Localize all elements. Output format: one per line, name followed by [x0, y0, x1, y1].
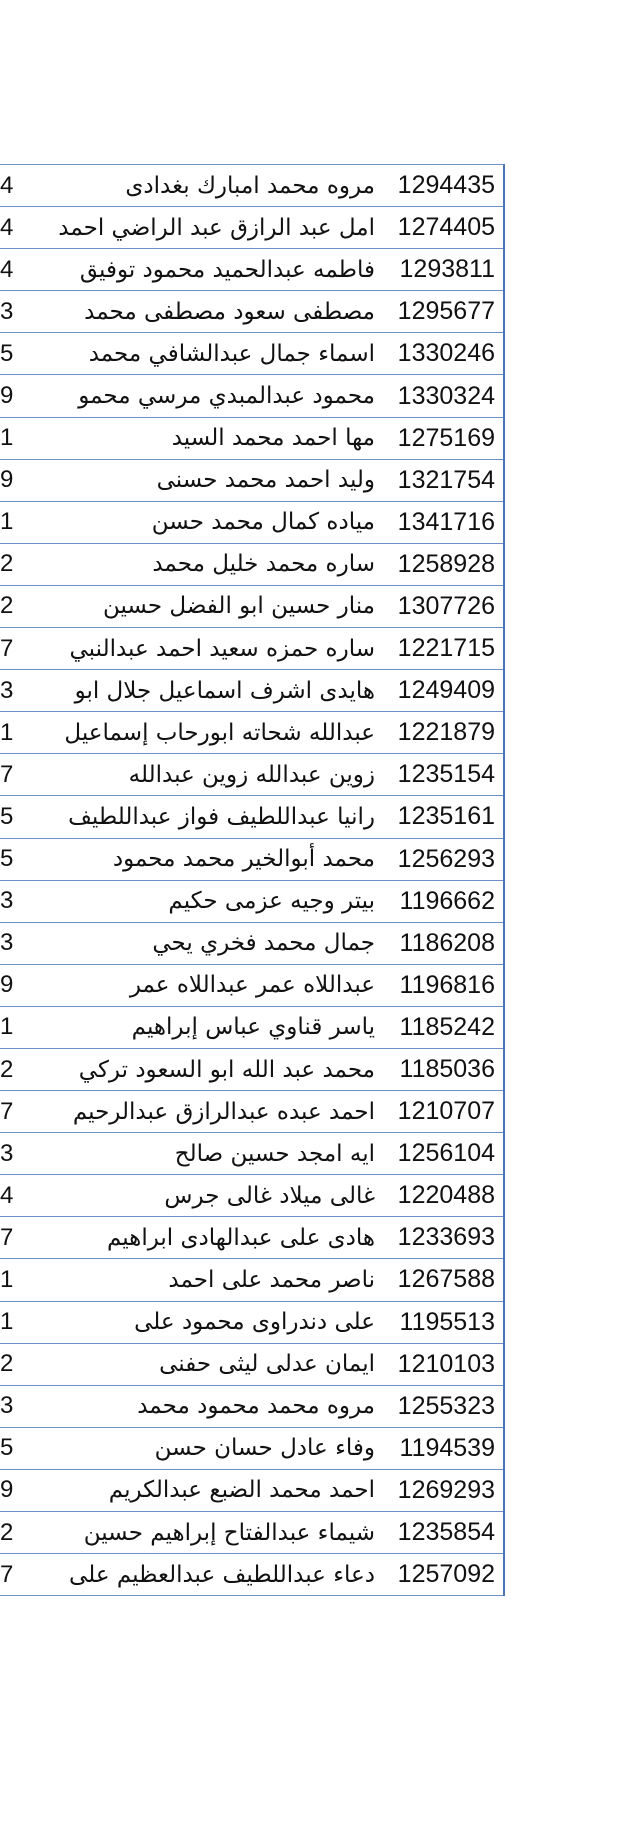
row-name: ايه امجد حسين صالح — [174, 1140, 375, 1167]
row-id: 1210707 — [397, 1097, 495, 1126]
table-row — [0, 670, 503, 712]
row-name: محمد أبوالخير محمد محمود — [112, 846, 375, 873]
row-name: ساره محمد خليل محمد — [152, 551, 375, 578]
row-id: 1258928 — [397, 549, 495, 578]
row-id: 1186208 — [399, 928, 495, 957]
row-id: 1256293 — [397, 844, 495, 873]
row-name: عبداللاه عمر عبداللاه عمر — [129, 972, 375, 999]
table-row — [0, 754, 503, 796]
row-id: 1195513 — [399, 1307, 495, 1336]
row-trailing-digit: 1 — [0, 424, 14, 452]
row-trailing-digit: 7 — [0, 760, 14, 788]
row-name: ساره حمزه سعيد احمد عبدالنبي — [69, 635, 375, 662]
table-row — [0, 1470, 503, 1512]
row-name: زوين عبدالله زوين عبدالله — [128, 761, 375, 788]
row-name: وليد احمد محمد حسنى — [156, 467, 375, 494]
table-row — [0, 1344, 503, 1386]
table-row — [0, 1091, 503, 1133]
row-trailing-digit: 2 — [0, 1350, 14, 1378]
row-name: محمد عبد الله ابو السعود تركي — [78, 1056, 375, 1083]
table-row — [0, 1554, 503, 1596]
row-id: 1341716 — [397, 507, 495, 536]
row-name: مروه محمد امبارك بغدادى — [125, 172, 375, 199]
row-id: 1269293 — [397, 1475, 495, 1504]
row-trailing-digit: 5 — [0, 845, 14, 873]
row-id: 1210103 — [397, 1349, 495, 1378]
table-row — [0, 165, 503, 207]
row-name: امل عبد الرازق عبد الراضي احمد — [58, 214, 375, 241]
table-row — [0, 207, 503, 249]
table-row — [0, 544, 503, 586]
row-id: 1321754 — [397, 465, 495, 494]
table-row — [0, 502, 503, 544]
row-name: هادى على عبدالهادى ابراهيم — [106, 1224, 375, 1251]
data-table — [0, 164, 505, 1596]
row-id: 1275169 — [397, 423, 495, 452]
row-id: 1274405 — [397, 213, 495, 242]
row-trailing-digit: 9 — [0, 1476, 14, 1504]
row-trailing-digit: 2 — [0, 592, 14, 620]
row-name: مصطفى سعود مصطفى محمد — [84, 298, 375, 325]
row-id: 1235161 — [397, 802, 495, 831]
row-id: 1221715 — [397, 634, 495, 663]
row-trailing-digit: 1 — [0, 1013, 14, 1041]
table-row — [0, 586, 503, 628]
row-id: 1194539 — [399, 1433, 495, 1462]
row-trailing-digit: 7 — [0, 1097, 14, 1125]
table-row — [0, 1259, 503, 1301]
row-trailing-digit: 3 — [0, 887, 14, 915]
row-id: 1221879 — [397, 718, 495, 747]
row-trailing-digit: 3 — [0, 676, 14, 704]
row-name: بيتر وجيه عزمى حكيم — [168, 888, 375, 915]
row-trailing-digit: 3 — [0, 1139, 14, 1167]
row-name: على دندراوى محمود على — [134, 1309, 375, 1336]
table-row — [0, 1302, 503, 1344]
table-row — [0, 1386, 503, 1428]
table-row — [0, 1217, 503, 1259]
row-name: شيماء عبدالفتاح إبراهيم حسين — [83, 1519, 375, 1546]
row-trailing-digit: 4 — [0, 255, 14, 283]
table-row — [0, 881, 503, 923]
row-trailing-digit: 9 — [0, 382, 14, 410]
row-name: وفاء عادل حسان حسن — [154, 1435, 375, 1462]
row-name: دعاء عبداللطيف عبدالعظيم على — [69, 1561, 375, 1588]
row-trailing-digit: 4 — [0, 213, 14, 241]
row-name: ناصر محمد على احمد — [168, 1266, 375, 1293]
row-name: جمال محمد فخري يحي — [152, 930, 375, 957]
row-name: فاطمه عبدالحميد محمود توفيق — [79, 256, 375, 283]
row-id: 1235154 — [397, 760, 495, 789]
row-id: 1233693 — [397, 1223, 495, 1252]
row-trailing-digit: 1 — [0, 1308, 14, 1336]
row-id: 1256104 — [397, 1139, 495, 1168]
row-id: 1257092 — [397, 1560, 495, 1589]
row-trailing-digit: 9 — [0, 971, 14, 999]
table-row — [0, 418, 503, 460]
row-name: احمد عبده عبدالرازق عبدالرحيم — [72, 1098, 375, 1125]
row-trailing-digit: 1 — [0, 508, 14, 536]
table-row — [0, 796, 503, 838]
row-id: 1293811 — [399, 255, 495, 284]
row-trailing-digit: 1 — [0, 718, 14, 746]
row-id: 1196662 — [399, 886, 495, 915]
row-id: 1255323 — [397, 1391, 495, 1420]
row-name: غالى ميلاد غالى جرس — [164, 1182, 375, 1209]
row-name: ياسر قناوي عباس إبراهيم — [131, 1014, 375, 1041]
row-trailing-digit: 2 — [0, 550, 14, 578]
table-row — [0, 1512, 503, 1554]
row-id: 1294435 — [397, 171, 495, 200]
row-trailing-digit: 2 — [0, 1055, 14, 1083]
row-id: 1267588 — [397, 1265, 495, 1294]
row-id: 1185036 — [399, 1055, 495, 1084]
row-id: 1330324 — [397, 381, 495, 410]
row-trailing-digit: 2 — [0, 1518, 14, 1546]
row-trailing-digit: 5 — [0, 1434, 14, 1462]
row-trailing-digit: 7 — [0, 1560, 14, 1588]
row-name: ايمان عدلى ليثى حفنى — [159, 1351, 375, 1378]
row-name: عبدالله شحاته ابورحاب إسماعيل — [64, 719, 375, 746]
table-row — [0, 1133, 503, 1175]
table-row — [0, 460, 503, 502]
row-id: 1185242 — [399, 1012, 495, 1041]
row-trailing-digit: 3 — [0, 1392, 14, 1420]
row-name: احمد محمد الضبع عبدالكريم — [108, 1477, 375, 1504]
row-trailing-digit: 1 — [0, 1265, 14, 1293]
row-trailing-digit: 9 — [0, 466, 14, 494]
row-name: مياده كمال محمد حسن — [151, 509, 375, 536]
row-id: 1307726 — [397, 591, 495, 620]
row-trailing-digit: 4 — [0, 1181, 14, 1209]
table-row — [0, 1049, 503, 1091]
row-trailing-digit: 7 — [0, 1223, 14, 1251]
row-name: منار حسين ابو الفضل حسين — [102, 593, 375, 620]
table-row — [0, 1428, 503, 1470]
row-trailing-digit: 3 — [0, 929, 14, 957]
table-row — [0, 1007, 503, 1049]
row-name: هايدى اشرف اسماعيل جلال ابو — [74, 677, 375, 704]
row-trailing-digit: 3 — [0, 297, 14, 325]
row-trailing-digit: 5 — [0, 339, 14, 367]
row-name: مروه محمد محمود محمد — [137, 1393, 375, 1420]
table-row — [0, 249, 503, 291]
row-trailing-digit: 4 — [0, 171, 14, 199]
row-name: محمود عبدالمبدي مرسي محمو — [78, 383, 375, 410]
row-id: 1330246 — [397, 339, 495, 368]
table-row — [0, 839, 503, 881]
table-row — [0, 333, 503, 375]
table-row — [0, 965, 503, 1007]
row-name: مها احمد محمد السيد — [171, 425, 375, 452]
row-name: اسماء جمال عبدالشافي محمد — [88, 340, 375, 367]
row-id: 1196816 — [399, 970, 495, 999]
table-row — [0, 712, 503, 754]
table-row — [0, 375, 503, 417]
row-id: 1295677 — [397, 297, 495, 326]
row-id: 1220488 — [397, 1181, 495, 1210]
row-trailing-digit: 5 — [0, 802, 14, 830]
row-id: 1235854 — [397, 1518, 495, 1547]
table-row — [0, 628, 503, 670]
table-row — [0, 923, 503, 965]
table-row — [0, 1175, 503, 1217]
table-row — [0, 291, 503, 333]
row-trailing-digit: 7 — [0, 634, 14, 662]
row-name: رانيا عبداللطيف فواز عبداللطيف — [68, 803, 375, 830]
row-id: 1249409 — [397, 676, 495, 705]
